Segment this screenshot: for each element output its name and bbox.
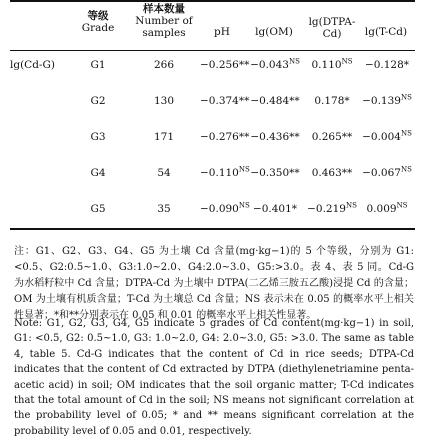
header-grade <box>78 10 118 34</box>
header-samples-en: Number of samples <box>135 15 193 39</box>
cell-value: −0.128* <box>364 59 410 71</box>
cell-significance: NS <box>400 165 412 174</box>
cell-value: 0.009 <box>366 203 397 215</box>
cell-value: 0.463** <box>311 167 353 179</box>
cell-value: G1 <box>90 59 106 71</box>
cell-value: −0.219 <box>307 203 346 215</box>
table-cell-ph <box>200 131 250 143</box>
table-cell-tcd <box>358 203 416 215</box>
cell-value: G4 <box>90 167 106 179</box>
table-cell-tcd <box>358 167 416 179</box>
table-cell-n <box>128 131 200 143</box>
table-cell-om <box>246 59 304 71</box>
cell-value: 266 <box>153 59 175 71</box>
cell-value: −0.350** <box>250 167 300 179</box>
cell-value: −0.043 <box>250 59 289 71</box>
cell-significance: NS <box>396 201 408 210</box>
note-english: Note: G1, G2, G3, G4, G5 indicate 5 grades of Cd content(mg·kg−1) in soil, G1: <0.5, G2: 0.5~1.0, G3: 1.0~2.0, G4: 2.0~3.0, G5: >3.0. The same as table 4, table 5. Cd-G indicates that the content of Cd in rice seeds; DTPA-Cd indicates that the content of Cd extracted by DTPA (diethylenetriamine penta-acetic acid) in soil; OM indicates that the soil organic matter; T-Cd indicates that the total amount of Cd in the soil; NS means not significant correlation at the probability level of 0.05; * and ** means significant correlation at the probability level of 0.05 and 0.01, respectively. <box>14 318 414 437</box>
cell-value: −0.276** <box>200 131 250 143</box>
cell-value: G2 <box>90 95 106 107</box>
cell-value: −0.401* <box>252 203 298 215</box>
cell-value: 0.110 <box>311 59 342 71</box>
cell-value: 0.265** <box>311 131 353 143</box>
cell-value: −0.110 <box>200 167 239 179</box>
table-cell-ph <box>200 201 250 215</box>
cell-significance: NS <box>288 57 300 66</box>
cell-significance: NS <box>238 165 250 174</box>
cell-value: −0.067 <box>362 167 401 179</box>
cell-value: −0.484** <box>250 95 300 107</box>
table-cell-ph <box>200 59 250 71</box>
header-dtpa: lg(DTPA-Cd) <box>308 16 356 40</box>
cell-value: −0.374** <box>200 95 250 107</box>
header-rule <box>10 50 415 51</box>
table-cell-tcd <box>358 95 416 107</box>
header-ph: pH <box>214 26 230 38</box>
cell-value: 54 <box>157 167 171 179</box>
header-samples-zh: 样本数量 <box>143 3 185 15</box>
table-cell-tcd <box>358 131 416 143</box>
cell-value: 171 <box>153 131 175 143</box>
cell-value: 35 <box>157 203 171 215</box>
table-cell-ph <box>200 95 250 107</box>
top-rule <box>10 0 415 2</box>
table-cell-dtpa <box>304 167 360 179</box>
table-cell-grade <box>78 95 118 107</box>
cell-value: −0.004 <box>362 131 401 143</box>
table-cell-n <box>128 167 200 179</box>
table-cell-dtpa <box>304 59 360 71</box>
table-cell-om <box>246 131 304 143</box>
cell-significance: NS <box>400 129 412 138</box>
cell-value: 130 <box>153 95 175 107</box>
table-cell-n <box>128 59 200 71</box>
cell-value: −0.090 <box>200 203 239 215</box>
note-chinese: 注：G1、G2、G3、G4、G5 为土壤 Cd 含量(mg·kg−1)的 5 个等级，分别为 G1:<0.5、G2:0.5~1.0、G3:1.0~2.0、G4:2.0~3.0、G5:>3.0。表 4、表 5 同。Cd-G 为水稻籽粒中 Cd 含量；DTPA-Cd 为土壤中 DTPA(二乙烯三胺五乙酸)浸提 Cd 的含量；OM 为土壤有机质含量；T-Cd 为土壤总 Cd 含量；NS 表示未在 0.05 的概率水平上相关性显著；*和**分别表示在 0.05 和 0.01 的概率水平上相关性显著。 <box>14 246 414 321</box>
header-om: lg(OM) <box>255 26 293 38</box>
header-grade-en: Grade <box>81 22 115 34</box>
cell-value: G5 <box>90 203 106 215</box>
cell-value: G3 <box>90 131 106 143</box>
cell-value: 0.178* <box>314 95 350 107</box>
cell-value: −0.436** <box>250 131 300 143</box>
table-cell-dtpa <box>304 203 360 215</box>
cell-significance: NS <box>341 57 353 66</box>
header-tcd: lg(T-Cd) <box>364 26 408 38</box>
table-cell-n <box>128 203 200 215</box>
table-cell-grade <box>78 203 118 215</box>
table-cell-tcd <box>358 59 416 71</box>
table-cell-grade <box>78 131 118 143</box>
table-cell-om <box>246 203 304 215</box>
header-grade-zh: 等级 <box>87 10 109 22</box>
cell-value: −0.256** <box>200 59 250 71</box>
bottom-rule <box>10 228 415 230</box>
table-cell-grade <box>78 167 118 179</box>
table-cell-grade <box>78 59 118 71</box>
cell-value: −0.139 <box>362 95 401 107</box>
cell-significance: NS <box>238 201 250 210</box>
table-cell-ph <box>200 165 250 179</box>
row-label: lg(Cd-G) <box>10 59 55 71</box>
table-cell-n <box>128 95 200 107</box>
table-cell-dtpa <box>304 95 360 107</box>
table-cell-dtpa <box>304 131 360 143</box>
header-samples <box>128 3 200 39</box>
table-cell-om <box>246 167 304 179</box>
cell-significance: NS <box>400 93 412 102</box>
table-cell-om <box>246 95 304 107</box>
cell-significance: NS <box>345 201 357 210</box>
